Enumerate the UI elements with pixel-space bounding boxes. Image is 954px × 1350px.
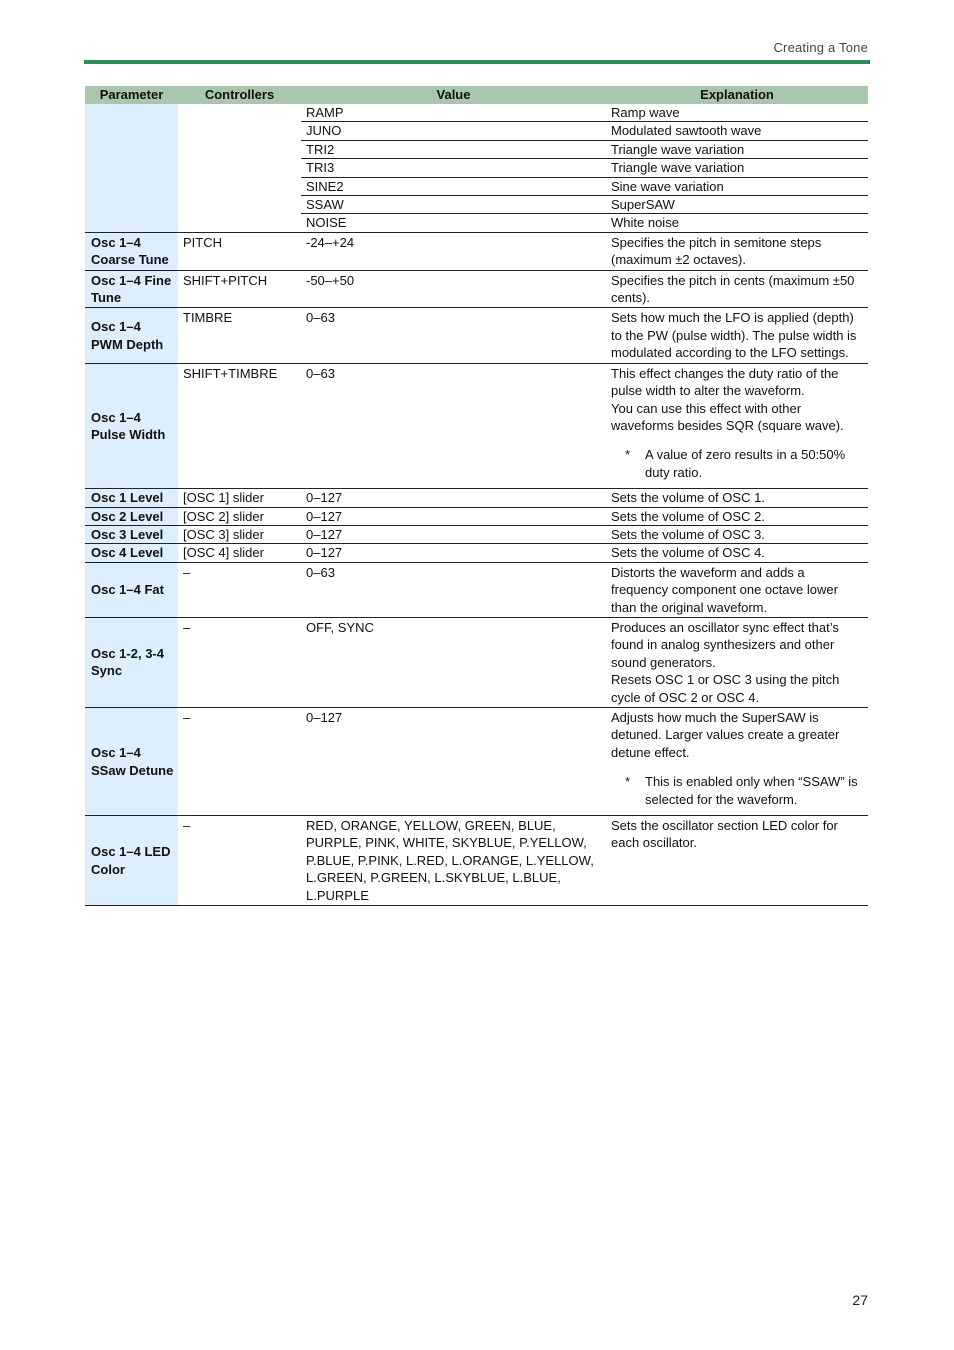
value-cell: -50–+50	[301, 270, 606, 308]
parameter-name: Osc 1–4 Pulse Width	[85, 363, 178, 488]
note	[625, 773, 864, 808]
explanation-text: This effect changes the duty ratio of the pulse width to alter the waveform.	[611, 365, 839, 399]
controller-cell: –	[178, 562, 301, 617]
explanation-cell: Sine wave variation	[606, 177, 868, 195]
parameter-name: Osc 1-2, 3-4 Sync	[85, 617, 178, 707]
explanation-cell: Triangle wave variation	[606, 140, 868, 158]
parameter-name: Osc 2 Level	[85, 507, 178, 525]
column-header-explanation: Explanation	[606, 86, 868, 104]
value-cell: 0–63	[301, 363, 606, 488]
table-row	[85, 270, 868, 308]
parameter-name: Osc 1–4 Fine Tune	[85, 270, 178, 308]
table-row	[85, 104, 868, 122]
value-cell: 0–127	[301, 507, 606, 525]
parameter-cell-continued	[85, 104, 178, 232]
section-title: Creating a Tone	[773, 40, 868, 55]
explanation-text-2: Resets OSC 1 or OSC 3 using the pitch cycle of OSC 2 or OSC 4.	[611, 672, 840, 705]
explanation-cell: SuperSAW	[606, 196, 868, 214]
header-rule	[84, 60, 870, 64]
explanation-text: Adjusts how much the SuperSAW is detuned. Larger values create a greater detune effect.	[611, 710, 840, 760]
controller-cell: TIMBRE	[178, 308, 301, 363]
table-row	[85, 525, 868, 543]
table-row	[85, 562, 868, 617]
table-row	[85, 708, 868, 816]
value-cell: 0–127	[301, 489, 606, 507]
explanation-cell: White noise	[606, 214, 868, 232]
explanation-cell: Ramp wave	[606, 104, 868, 122]
controller-cell: PITCH	[178, 232, 301, 270]
explanation-text-2: You can use this effect with other waveforms besides SQR (square wave).	[611, 400, 844, 433]
explanation-cell: Specifies the pitch in semitone steps (maximum ±2 octaves).	[606, 232, 868, 270]
note-text: A value of zero results in a 50:50% duty ratio.	[645, 447, 846, 480]
parameter-name: Osc 1–4 Fat	[85, 562, 178, 617]
explanation-cell	[606, 708, 868, 816]
column-header-controllers: Controllers	[178, 86, 301, 104]
note	[625, 446, 864, 481]
parameter-name: Osc 1 Level	[85, 489, 178, 507]
explanation-cell: Sets the volume of OSC 4.	[606, 544, 868, 562]
value-cell: 0–127	[301, 525, 606, 543]
column-header-value: Value	[301, 86, 606, 104]
value-cell: 0–63	[301, 308, 606, 363]
explanation-cell: Sets the oscillator section LED color for each oscillator.	[606, 816, 868, 906]
note-text: This is enabled only when “SSAW” is selected for the waveform.	[645, 774, 858, 807]
explanation-text: Produces an oscillator sync effect that’s found in analog synthesizers and other sound generators.	[611, 619, 839, 670]
table-row	[85, 489, 868, 507]
explanation-cell: Sets the volume of OSC 3.	[606, 525, 868, 543]
page-number: 27	[852, 1292, 868, 1308]
controller-cell: [OSC 1] slider	[178, 489, 301, 507]
explanation-cell: Sets how much the LFO is applied (depth) to the PW (pulse width). The pulse width is modulated according to the LFO settings.	[606, 308, 868, 363]
explanation-cell: Modulated sawtooth wave	[606, 122, 868, 140]
explanation-cell	[606, 363, 868, 488]
table-row	[85, 544, 868, 562]
value-cell: OFF, SYNC	[301, 617, 606, 707]
parameter-name: Osc 1–4 SSaw Detune	[85, 708, 178, 816]
value-cell: TRI2	[301, 140, 606, 158]
value-cell: 0–127	[301, 708, 606, 816]
controller-cell-continued	[178, 104, 301, 232]
table-row	[85, 232, 868, 270]
explanation-cell: Sets the volume of OSC 2.	[606, 507, 868, 525]
parameter-name: Osc 4 Level	[85, 544, 178, 562]
value-cell: SINE2	[301, 177, 606, 195]
parameter-name: Osc 3 Level	[85, 525, 178, 543]
table-row	[85, 507, 868, 525]
value-cell: SSAW	[301, 196, 606, 214]
table-header	[85, 86, 868, 104]
parameter-table	[85, 86, 868, 906]
value-cell: TRI3	[301, 159, 606, 177]
controller-cell: [OSC 4] slider	[178, 544, 301, 562]
value-cell: RED, ORANGE, YELLOW, GREEN, BLUE, PURPLE, PINK, WHITE, SKYBLUE, P.YELLOW, P.BLUE, P.PINK, L.RED, L.ORANGE, L.YELLOW, L.GREEN, P.GREEN, L.SKYBLUE, L.BLUE, L.PURPLE	[301, 816, 606, 906]
value-cell: 0–63	[301, 562, 606, 617]
value-cell: JUNO	[301, 122, 606, 140]
controller-cell: [OSC 3] slider	[178, 525, 301, 543]
explanation-cell: Triangle wave variation	[606, 159, 868, 177]
controller-cell: SHIFT+PITCH	[178, 270, 301, 308]
parameter-name: Osc 1–4 Coarse Tune	[85, 232, 178, 270]
note-asterisk: *	[625, 774, 631, 790]
note-asterisk: *	[625, 447, 631, 463]
value-cell: NOISE	[301, 214, 606, 232]
explanation-cell	[606, 617, 868, 707]
table-row	[85, 617, 868, 707]
controller-cell: [OSC 2] slider	[178, 507, 301, 525]
controller-cell: SHIFT+TIMBRE	[178, 363, 301, 488]
value-cell: 0–127	[301, 544, 606, 562]
column-header-parameter: Parameter	[85, 86, 178, 104]
table-row	[85, 363, 868, 488]
controller-cell: –	[178, 708, 301, 816]
value-cell: RAMP	[301, 104, 606, 122]
explanation-cell: Distorts the waveform and adds a frequency component one octave lower than the original waveform.	[606, 562, 868, 617]
explanation-cell: Specifies the pitch in cents (maximum ±50 cents).	[606, 270, 868, 308]
parameter-name: Osc 1–4 LED Color	[85, 816, 178, 906]
controller-cell: –	[178, 617, 301, 707]
parameter-name: Osc 1–4 PWM Depth	[85, 308, 178, 363]
explanation-cell: Sets the volume of OSC 1.	[606, 489, 868, 507]
table-row	[85, 816, 868, 906]
value-cell: -24–+24	[301, 232, 606, 270]
controller-cell: –	[178, 816, 301, 906]
table-row	[85, 308, 868, 363]
